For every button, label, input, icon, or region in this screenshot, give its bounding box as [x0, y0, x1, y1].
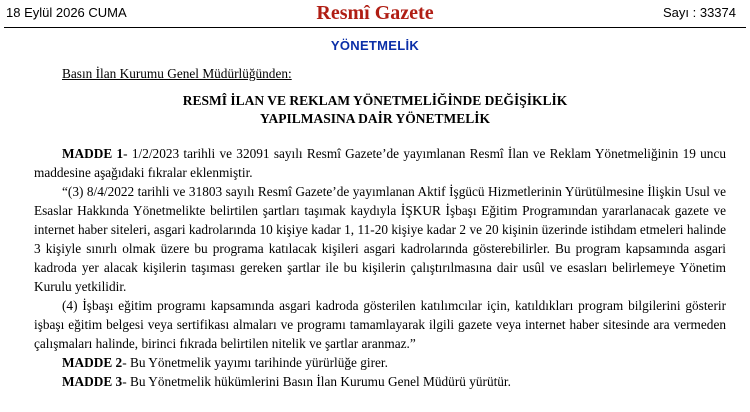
header-date: 18 Eylül 2026 CUMA: [6, 5, 127, 20]
regulation-body: [34, 144, 726, 391]
regulation-title-line-1: RESMÎ İLAN VE REKLAM YÖNETMELİĞİNDE DEĞİŞİKLİK: [182, 93, 568, 108]
article-label: MADDE 3: [62, 374, 123, 389]
paragraph-4: (4) İşbaşı eğitim programı kapsamında asgari kadroda gösterilen katılımcılar için, katıldıkları program bilgilerini gösterir işbaşı eğitim belgesi veya sertifikası almaları ve programı tamamlayarak ilgili gazete veya internet haber sitesinde ara vermeden çalışmaları halinde, birinci fıkrada belirtilen nitelik ve şartlar aranmaz.”: [34, 298, 726, 351]
article-text: - Bu Yönetmelik hükümlerini Basın İlan Kurumu Genel Müdürü yürütür.: [122, 374, 511, 389]
issuer-line: Basın İlan Kurumu Genel Müdürlüğünden:: [62, 66, 292, 81]
article-3: [34, 372, 726, 391]
gazette-title: Resmî Gazete: [316, 2, 434, 24]
article-text: - 1/2/2023 tarihli ve 32091 sayılı Resmî Gazete’de yayımlanan Resmî İlan ve Reklam Yönetmeliğinin 19 uncu maddesine aşağıdaki fıkralar eklenmiştir.: [34, 146, 726, 180]
article-2: [34, 353, 726, 372]
header-divider: [4, 27, 746, 28]
section-heading: YÖNETMELİK: [330, 38, 420, 53]
article-1: [34, 144, 726, 182]
header-issue-number: Sayı : 33374: [663, 5, 736, 20]
paragraph-3: “(3) 8/4/2022 tarihli ve 31803 sayılı Resmî Gazete’de yayımlanan Aktif İşgücü Hizmetlerinin Yürütülmesine İlişkin Usul ve Esaslar Hakkında Yönetmelikte belirtilen şartları taşımak kaydıyla İŞKUR İşbaşı Eğitim Programından yararlanacak gazete ve internet haber siteleri, asgari kadrolarında 10 kişiye kadar 1, 11-20 kişiye kadar 2 ve 20 kişinin üzerinde istihdam etmeleri halinde 3 kişiyle sınırlı olmak üzere bu programa katılacak kişileri asgari kadrolarında gösterebilirler. Bu program kapsamında asgari kadroda yer alacak kişilerin taşıması gereken şartlar ile bu kişilerin çalıştırılmasına dair usûl ve esasları belirlemeye Yönetim Kurulu yetkilidir.: [34, 184, 726, 294]
regulation-title: [0, 92, 750, 128]
article-text: - Bu Yönetmelik yayımı tarihinde yürürlüğe girer.: [122, 355, 388, 370]
page-header: [0, 0, 750, 30]
article-label: MADDE 1: [62, 146, 124, 161]
article-label: MADDE 2: [62, 355, 123, 370]
regulation-title-line-2: YAPILMASINA DAİR YÖNETMELİK: [259, 111, 491, 126]
